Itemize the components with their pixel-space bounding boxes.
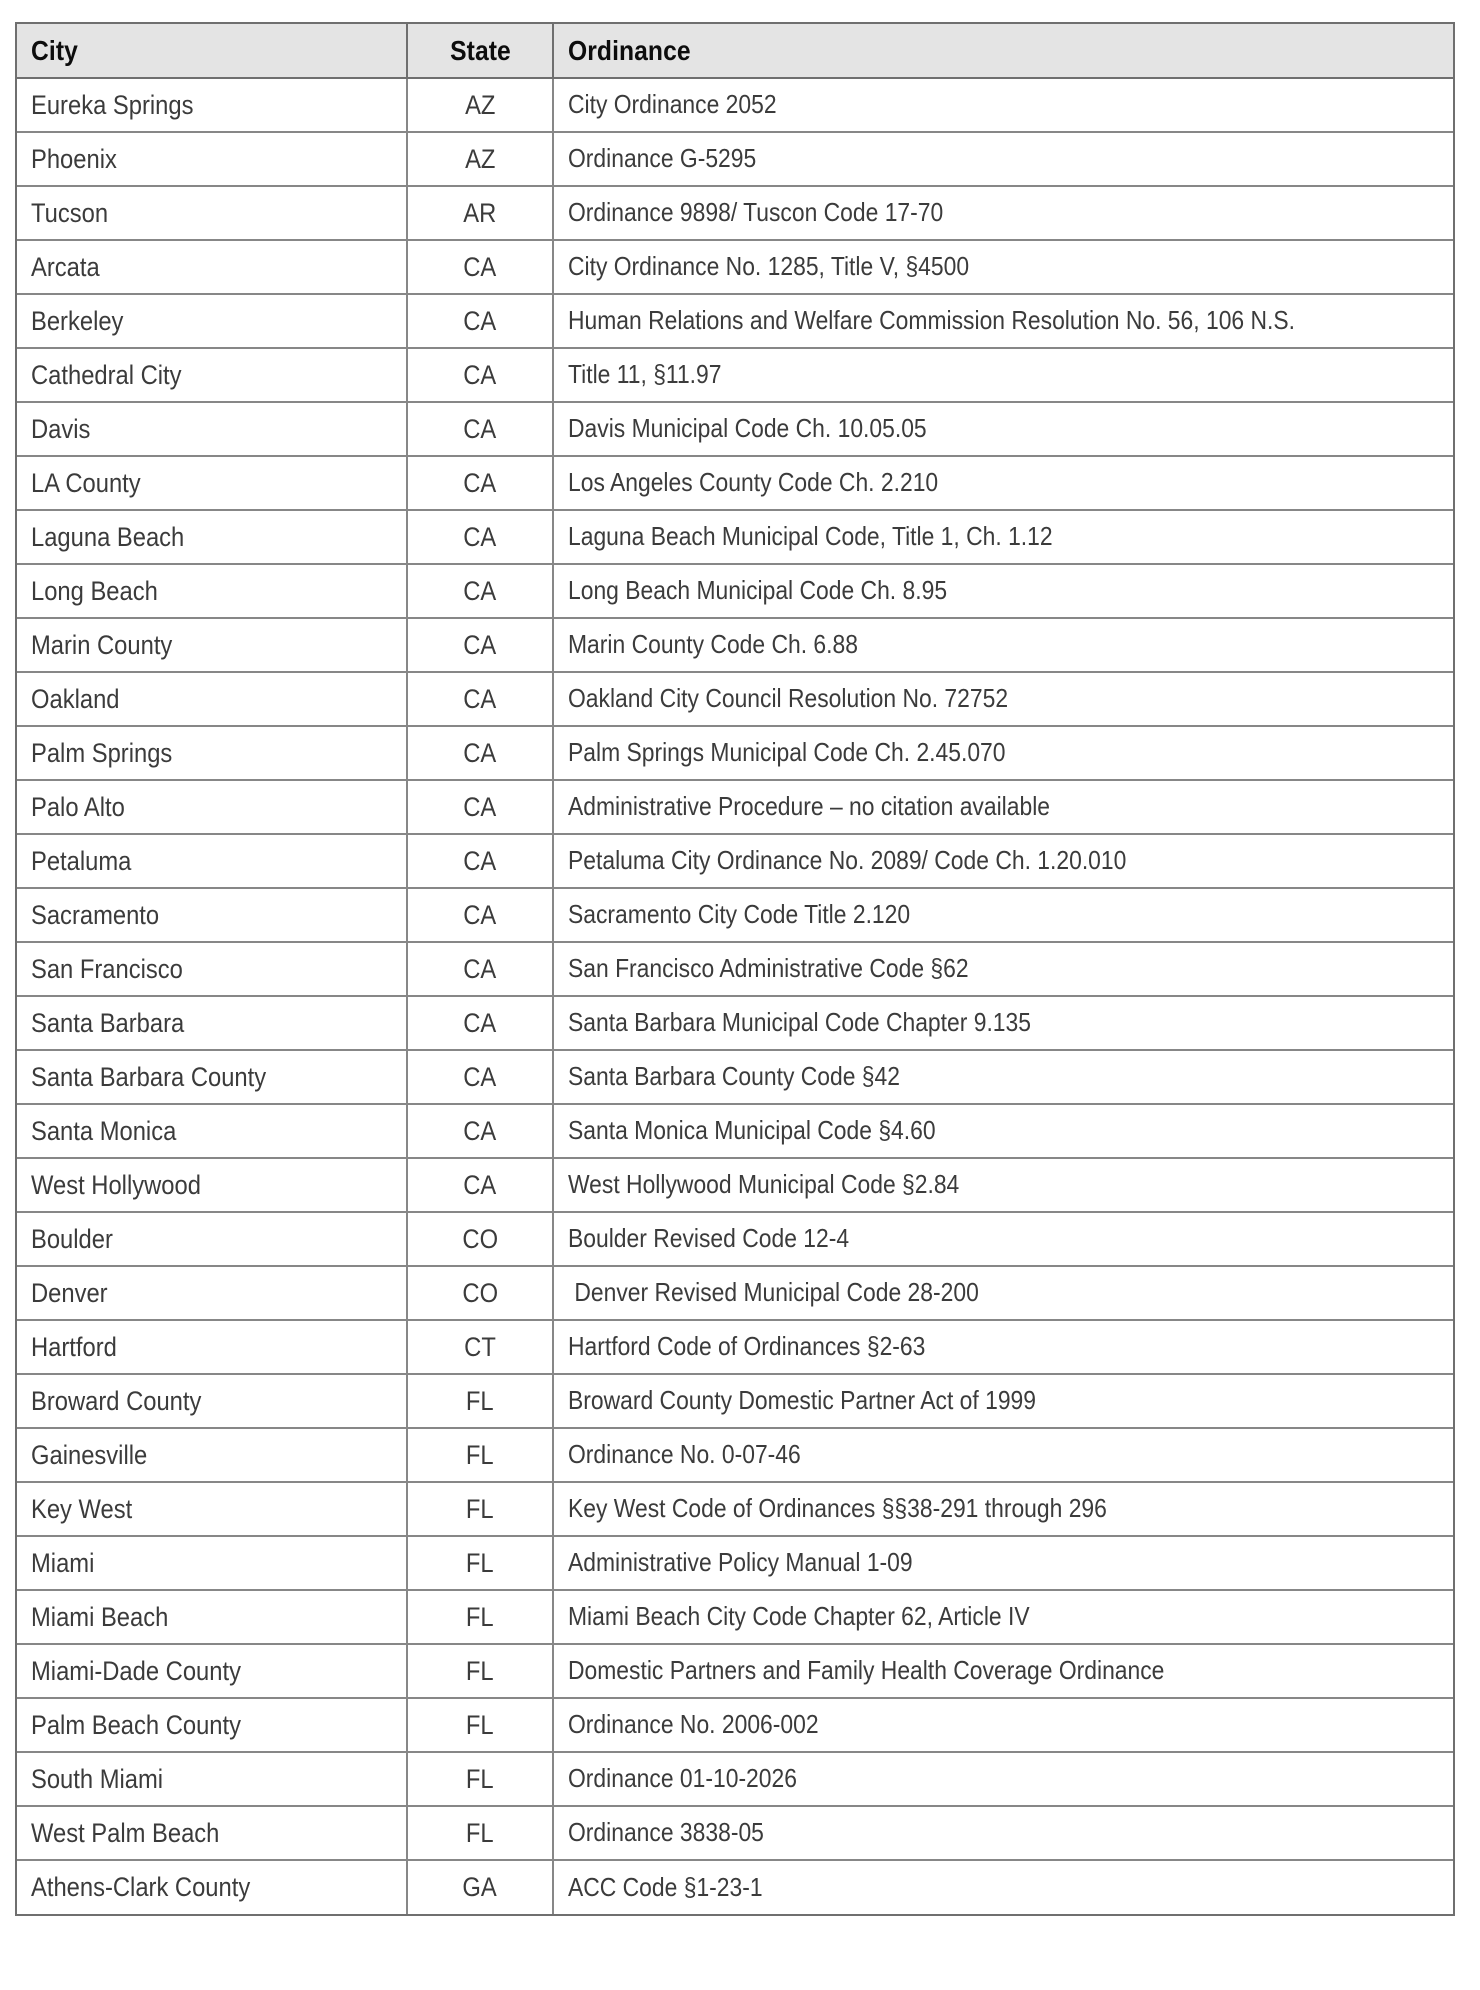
cell-ordinance-text: Long Beach Municipal Code Ch. 8.95 — [568, 575, 948, 606]
cell-state-text: CA — [463, 467, 497, 498]
cell-state — [407, 1482, 553, 1536]
cell-city — [17, 1212, 407, 1266]
cell-ordinance-text: Oakland City Council Resolution No. 72752 — [568, 683, 1009, 714]
cell-state-text: CA — [463, 1115, 497, 1146]
cell-city — [17, 186, 407, 240]
cell-city-text: Eureka Springs — [31, 89, 194, 120]
cell-state — [407, 510, 553, 564]
cell-ordinance — [553, 1266, 1453, 1320]
cell-ordinance-text: San Francisco Administrative Code §62 — [568, 953, 969, 984]
table-row — [17, 1806, 1453, 1860]
cell-ordinance — [553, 402, 1453, 456]
cell-ordinance — [553, 510, 1453, 564]
cell-ordinance-text: Palm Springs Municipal Code Ch. 2.45.070 — [568, 737, 1006, 768]
cell-ordinance-text: Ordinance No. 0-07-46 — [568, 1439, 801, 1470]
cell-city — [17, 996, 407, 1050]
cell-ordinance-text: Davis Municipal Code Ch. 10.05.05 — [568, 413, 927, 444]
cell-city-text: San Francisco — [31, 953, 183, 984]
cell-state — [407, 618, 553, 672]
column-header-state — [407, 24, 553, 78]
cell-ordinance — [553, 78, 1453, 132]
cell-ordinance — [553, 618, 1453, 672]
table-row — [17, 132, 1453, 186]
table-header — [17, 24, 1453, 78]
cell-city-text: Sacramento — [31, 899, 160, 930]
table-row — [17, 996, 1453, 1050]
cell-state-text: FL — [466, 1817, 494, 1848]
cell-city — [17, 456, 407, 510]
cell-city-text: Tucson — [31, 197, 109, 228]
cell-ordinance — [553, 942, 1453, 996]
cell-state — [407, 996, 553, 1050]
cell-ordinance — [553, 1698, 1453, 1752]
cell-city-text: Santa Monica — [31, 1115, 177, 1146]
cell-city — [17, 132, 407, 186]
cell-state — [407, 1374, 553, 1428]
cell-ordinance — [553, 1590, 1453, 1644]
cell-city — [17, 240, 407, 294]
table-body — [17, 78, 1453, 1914]
cell-ordinance-text: City Ordinance No. 1285, Title V, §4500 — [568, 251, 970, 282]
cell-state-text: CT — [464, 1331, 496, 1362]
cell-city — [17, 618, 407, 672]
cell-ordinance-text: Ordinance 01-10-2026 — [568, 1763, 797, 1794]
cell-state — [407, 1644, 553, 1698]
cell-state-text: CA — [463, 251, 497, 282]
cell-ordinance-text: Boulder Revised Code 12-4 — [568, 1223, 850, 1254]
cell-city-text: Petaluma — [31, 845, 132, 876]
table-row — [17, 402, 1453, 456]
cell-ordinance — [553, 1212, 1453, 1266]
cell-ordinance — [553, 996, 1453, 1050]
cell-city — [17, 1644, 407, 1698]
cell-ordinance-text: Human Relations and Welfare Commission Resolution No. 56, 106 N.S. — [568, 305, 1296, 336]
cell-city — [17, 294, 407, 348]
cell-state-text: FL — [466, 1385, 494, 1416]
table-row — [17, 672, 1453, 726]
cell-state — [407, 1212, 553, 1266]
table-row — [17, 1212, 1453, 1266]
cell-city-text: West Palm Beach — [31, 1817, 220, 1848]
cell-state — [407, 132, 553, 186]
table-row — [17, 1374, 1453, 1428]
column-header-ordinance-label: Ordinance — [568, 34, 691, 66]
cell-ordinance-text: Denver Revised Municipal Code 28-200 — [568, 1277, 979, 1308]
cell-state-text: CA — [463, 791, 497, 822]
cell-city-text: Miami-Dade County — [31, 1655, 241, 1686]
table-row — [17, 78, 1453, 132]
cell-ordinance — [553, 1158, 1453, 1212]
cell-city-text: Marin County — [31, 629, 173, 660]
cell-city-text: South Miami — [31, 1763, 164, 1794]
cell-state-text: CA — [463, 683, 497, 714]
cell-state — [407, 564, 553, 618]
cell-city-text: Palm Springs — [31, 737, 173, 768]
cell-city-text: Boulder — [31, 1223, 113, 1254]
cell-ordinance — [553, 132, 1453, 186]
table-row — [17, 294, 1453, 348]
cell-ordinance — [553, 780, 1453, 834]
table-row — [17, 1644, 1453, 1698]
cell-ordinance-text: ACC Code §1-23-1 — [568, 1871, 763, 1902]
cell-state-text: CA — [463, 899, 497, 930]
cell-ordinance — [553, 1050, 1453, 1104]
cell-state-text: FL — [466, 1655, 494, 1686]
cell-ordinance — [553, 240, 1453, 294]
table-row — [17, 348, 1453, 402]
cell-city-text: Santa Barbara — [31, 1007, 185, 1038]
table-row — [17, 1050, 1453, 1104]
cell-ordinance-text: Title 11, §11.97 — [568, 359, 722, 390]
cell-state — [407, 1752, 553, 1806]
cell-city-text: Santa Barbara County — [31, 1061, 267, 1092]
cell-state-text: CA — [463, 737, 497, 768]
cell-state — [407, 888, 553, 942]
cell-state-text: CA — [463, 629, 497, 660]
table-row — [17, 1698, 1453, 1752]
table-row — [17, 618, 1453, 672]
cell-state — [407, 1536, 553, 1590]
cell-ordinance-text: Santa Monica Municipal Code §4.60 — [568, 1115, 936, 1146]
cell-ordinance — [553, 186, 1453, 240]
cell-state — [407, 348, 553, 402]
cell-ordinance — [553, 564, 1453, 618]
cell-city — [17, 1320, 407, 1374]
cell-ordinance-text: Administrative Policy Manual 1-09 — [568, 1547, 913, 1578]
cell-state-text: AR — [463, 197, 497, 228]
cell-state — [407, 1590, 553, 1644]
cell-state-text: AZ — [464, 89, 496, 120]
cell-city — [17, 1806, 407, 1860]
cell-city — [17, 1536, 407, 1590]
column-header-state-label: State — [449, 34, 511, 66]
column-header-city-label: City — [31, 34, 78, 66]
cell-ordinance — [553, 1806, 1453, 1860]
cell-state — [407, 1050, 553, 1104]
cell-ordinance — [553, 888, 1453, 942]
cell-city-text: Palo Alto — [31, 791, 125, 822]
ordinance-table — [17, 24, 1453, 1914]
cell-state-text: FL — [466, 1439, 494, 1470]
table-row — [17, 186, 1453, 240]
table-row — [17, 564, 1453, 618]
cell-state — [407, 1698, 553, 1752]
cell-state — [407, 672, 553, 726]
cell-ordinance-text: Ordinance No. 2006-002 — [568, 1709, 819, 1740]
cell-ordinance — [553, 1860, 1453, 1914]
cell-ordinance — [553, 456, 1453, 510]
table-row — [17, 888, 1453, 942]
cell-ordinance — [553, 1428, 1453, 1482]
cell-city-text: Long Beach — [31, 575, 158, 606]
cell-ordinance — [553, 1752, 1453, 1806]
cell-city — [17, 672, 407, 726]
cell-city-text: Cathedral City — [31, 359, 182, 390]
cell-state-text: CA — [463, 845, 497, 876]
cell-city-text: LA County — [31, 467, 141, 498]
cell-city-text: Denver — [31, 1277, 108, 1308]
cell-ordinance-text: Los Angeles County Code Ch. 2.210 — [568, 467, 939, 498]
table-row — [17, 834, 1453, 888]
cell-state — [407, 1806, 553, 1860]
cell-ordinance — [553, 1320, 1453, 1374]
table-row — [17, 240, 1453, 294]
table-row — [17, 1482, 1453, 1536]
table-header-row — [17, 24, 1453, 78]
cell-ordinance-text: Laguna Beach Municipal Code, Title 1, Ch. 1.12 — [568, 521, 1053, 552]
cell-city — [17, 1266, 407, 1320]
cell-city — [17, 942, 407, 996]
cell-ordinance — [553, 726, 1453, 780]
cell-ordinance — [553, 294, 1453, 348]
cell-city — [17, 348, 407, 402]
cell-state-text: FL — [466, 1709, 494, 1740]
cell-city-text: Phoenix — [31, 143, 117, 174]
cell-ordinance-text: Ordinance G-5295 — [568, 143, 757, 174]
table-row — [17, 1752, 1453, 1806]
cell-state — [407, 1104, 553, 1158]
cell-ordinance — [553, 1104, 1453, 1158]
table-row — [17, 456, 1453, 510]
cell-city — [17, 1698, 407, 1752]
cell-state-text: GA — [462, 1872, 498, 1903]
cell-city — [17, 1428, 407, 1482]
column-header-city — [17, 24, 407, 78]
cell-city-text: Gainesville — [31, 1439, 148, 1470]
cell-state-text: CA — [463, 413, 497, 444]
cell-ordinance — [553, 1644, 1453, 1698]
table-row — [17, 1266, 1453, 1320]
cell-city — [17, 1158, 407, 1212]
cell-state — [407, 1320, 553, 1374]
table-row — [17, 1590, 1453, 1644]
cell-state — [407, 942, 553, 996]
cell-ordinance-text: Ordinance 3838-05 — [568, 1817, 764, 1848]
cell-city-text: Key West — [31, 1493, 133, 1524]
table-row — [17, 726, 1453, 780]
cell-ordinance — [553, 672, 1453, 726]
table-row — [17, 1320, 1453, 1374]
cell-state-text: CA — [463, 359, 497, 390]
cell-city-text: Athens-Clark County — [31, 1872, 251, 1903]
cell-ordinance-text: Key West Code of Ordinances §§38-291 through 296 — [568, 1493, 1107, 1524]
cell-ordinance-text: Administrative Procedure – no citation available — [568, 791, 1051, 822]
cell-state-text: AZ — [464, 143, 496, 174]
cell-ordinance-text: Sacramento City Code Title 2.120 — [568, 899, 911, 930]
cell-city — [17, 78, 407, 132]
cell-state — [407, 402, 553, 456]
cell-city — [17, 564, 407, 618]
cell-city-text: Broward County — [31, 1385, 202, 1416]
cell-ordinance — [553, 1536, 1453, 1590]
cell-state-text: CA — [463, 305, 497, 336]
cell-state-text: CA — [463, 1007, 497, 1038]
cell-city — [17, 1860, 407, 1914]
cell-city — [17, 402, 407, 456]
cell-state-text: CO — [462, 1223, 498, 1254]
cell-state — [407, 1266, 553, 1320]
ordinance-table-container — [15, 22, 1455, 1916]
table-row — [17, 780, 1453, 834]
cell-ordinance-text: Santa Barbara County Code §42 — [568, 1061, 900, 1092]
cell-city-text: Miami Beach — [31, 1601, 169, 1632]
cell-city — [17, 1590, 407, 1644]
cell-state — [407, 834, 553, 888]
cell-ordinance-text: Broward County Domestic Partner Act of 1999 — [568, 1385, 1036, 1416]
cell-city-text: West Hollywood — [31, 1169, 201, 1200]
cell-state — [407, 726, 553, 780]
cell-ordinance — [553, 348, 1453, 402]
cell-city-text: Hartford — [31, 1331, 117, 1362]
table-row — [17, 1104, 1453, 1158]
cell-ordinance-text: Ordinance 9898/ Tuscon Code 17-70 — [568, 197, 944, 228]
cell-state-text: FL — [466, 1493, 494, 1524]
cell-city — [17, 1752, 407, 1806]
cell-state — [407, 294, 553, 348]
cell-state-text: FL — [466, 1763, 494, 1794]
cell-state-text: CA — [463, 953, 497, 984]
cell-state — [407, 186, 553, 240]
cell-ordinance — [553, 1482, 1453, 1536]
cell-ordinance — [553, 834, 1453, 888]
cell-city — [17, 1482, 407, 1536]
cell-ordinance-text: Petaluma City Ordinance No. 2089/ Code Ch. 1.20.010 — [568, 845, 1127, 876]
cell-city — [17, 888, 407, 942]
cell-state — [407, 78, 553, 132]
cell-ordinance-text: Marin County Code Ch. 6.88 — [568, 629, 858, 660]
cell-city — [17, 780, 407, 834]
cell-state-text: CA — [463, 1061, 497, 1092]
cell-ordinance — [553, 1374, 1453, 1428]
column-header-ordinance — [553, 24, 1453, 78]
cell-city-text: Laguna Beach — [31, 521, 185, 552]
cell-ordinance-text: Domestic Partners and Family Health Coverage Ordinance — [568, 1655, 1165, 1686]
table-row — [17, 1536, 1453, 1590]
cell-city-text: Miami — [31, 1547, 95, 1578]
cell-ordinance-text: West Hollywood Municipal Code §2.84 — [568, 1169, 960, 1200]
cell-city — [17, 1374, 407, 1428]
cell-state-text: FL — [466, 1601, 494, 1632]
table-row — [17, 942, 1453, 996]
cell-ordinance-text: City Ordinance 2052 — [568, 89, 777, 120]
cell-city-text: Davis — [31, 413, 91, 444]
cell-state-text: CA — [463, 575, 497, 606]
cell-city — [17, 1050, 407, 1104]
cell-state — [407, 1860, 553, 1914]
cell-state-text: CO — [462, 1277, 498, 1308]
cell-state — [407, 780, 553, 834]
table-row — [17, 510, 1453, 564]
cell-state-text: FL — [466, 1547, 494, 1578]
cell-city — [17, 726, 407, 780]
cell-state-text: CA — [463, 1169, 497, 1200]
cell-city — [17, 1104, 407, 1158]
cell-ordinance-text: Miami Beach City Code Chapter 62, Article IV — [568, 1601, 1030, 1632]
table-row — [17, 1860, 1453, 1914]
cell-city-text: Arcata — [31, 251, 100, 282]
cell-state — [407, 240, 553, 294]
cell-city — [17, 834, 407, 888]
cell-city — [17, 510, 407, 564]
cell-city-text: Berkeley — [31, 305, 124, 336]
cell-state — [407, 1428, 553, 1482]
cell-ordinance-text: Hartford Code of Ordinances §2-63 — [568, 1331, 926, 1362]
cell-state — [407, 1158, 553, 1212]
cell-city-text: Palm Beach County — [31, 1709, 241, 1740]
table-row — [17, 1158, 1453, 1212]
cell-state-text: CA — [463, 521, 497, 552]
cell-city-text: Oakland — [31, 683, 120, 714]
cell-ordinance-text: Santa Barbara Municipal Code Chapter 9.135 — [568, 1007, 1031, 1038]
cell-state — [407, 456, 553, 510]
table-row — [17, 1428, 1453, 1482]
